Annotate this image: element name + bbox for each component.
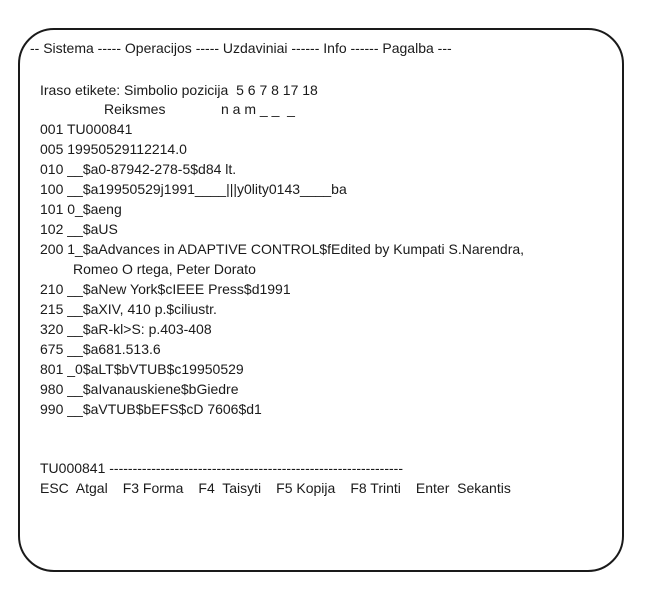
menu-bar [30,40,452,56]
record-field-102: 102 __$aUS [40,221,118,237]
menu-separator: ----- [191,40,223,56]
record-field-001: 001 TU000841 [40,121,133,137]
menu-item-uzdaviniai[interactable]: Uzdaviniai [222,40,288,56]
enter-next-key[interactable]: Enter Sekantis [415,480,511,496]
menu-item-pagalba[interactable]: Pagalba [382,40,434,56]
f4-edit-key[interactable]: F4 Taisyti [198,480,262,496]
f5-copy-key[interactable]: F5 Kopija [276,480,336,496]
record-label-values-caption: Reiksmes [104,101,166,117]
record-field-100: 100 __$a19950529j1991____|||y0lity0143____ba [40,181,347,197]
menu-separator: ------ [346,40,383,56]
record-field-005: 005 19950529112214.0 [40,141,187,157]
menu-separator: ----- [93,40,125,56]
record-field-010: 010 __$a0-87942-278-5$d84 lt. [40,161,237,177]
menu-separator: --- [433,40,452,56]
record-field-200-continuation: Romeo O rtega, Peter Dorato [73,261,256,277]
menu-item-operacijos[interactable]: Operacijos [124,40,192,56]
f8-delete-key[interactable]: F8 Trinti [350,480,401,496]
record-field-675: 675 __$a681.513.6 [40,341,161,357]
record-field-980: 980 __$aIvanauskiene$bGiedre [40,381,239,397]
function-key-bar [40,480,511,496]
record-field-210: 210 __$aNew York$cIEEE Press$d1991 [40,281,291,297]
esc-back-key[interactable]: ESC Atgal [40,480,108,496]
record-field-990: 990 __$aVTUB$bEFS$cD 7606$d1 [40,401,262,417]
record-field-215: 215 __$aXIV, 410 p.$ciliustr. [40,301,217,317]
menu-item-info[interactable]: Info [323,40,347,56]
menu-item-sistema[interactable]: Sistema [43,40,94,56]
f3-form-key[interactable]: F3 Forma [122,480,184,496]
record-label-values: n a m _ _ _ [221,101,295,117]
record-field-801: 801 _0$aLT$bVTUB$c19950529 [40,361,244,377]
record-field-101: 101 0_$aeng [40,201,122,217]
record-field-200: 200 1_$aAdvances in ADAPTIVE CONTROL$fEdited by Kumpati S.Narendra, [40,241,525,257]
record-field-320: 320 __$aR-kl>S: p.403-408 [40,321,212,337]
menu-separator: ------ [287,40,324,56]
record-label-positions: Iraso etikete: Simbolio pozicija 5 6 7 8 17 18 [40,82,318,98]
status-record-id: TU000841 --------------------------------------------------------------- [40,460,403,476]
menu-prefix: -- [30,40,44,56]
